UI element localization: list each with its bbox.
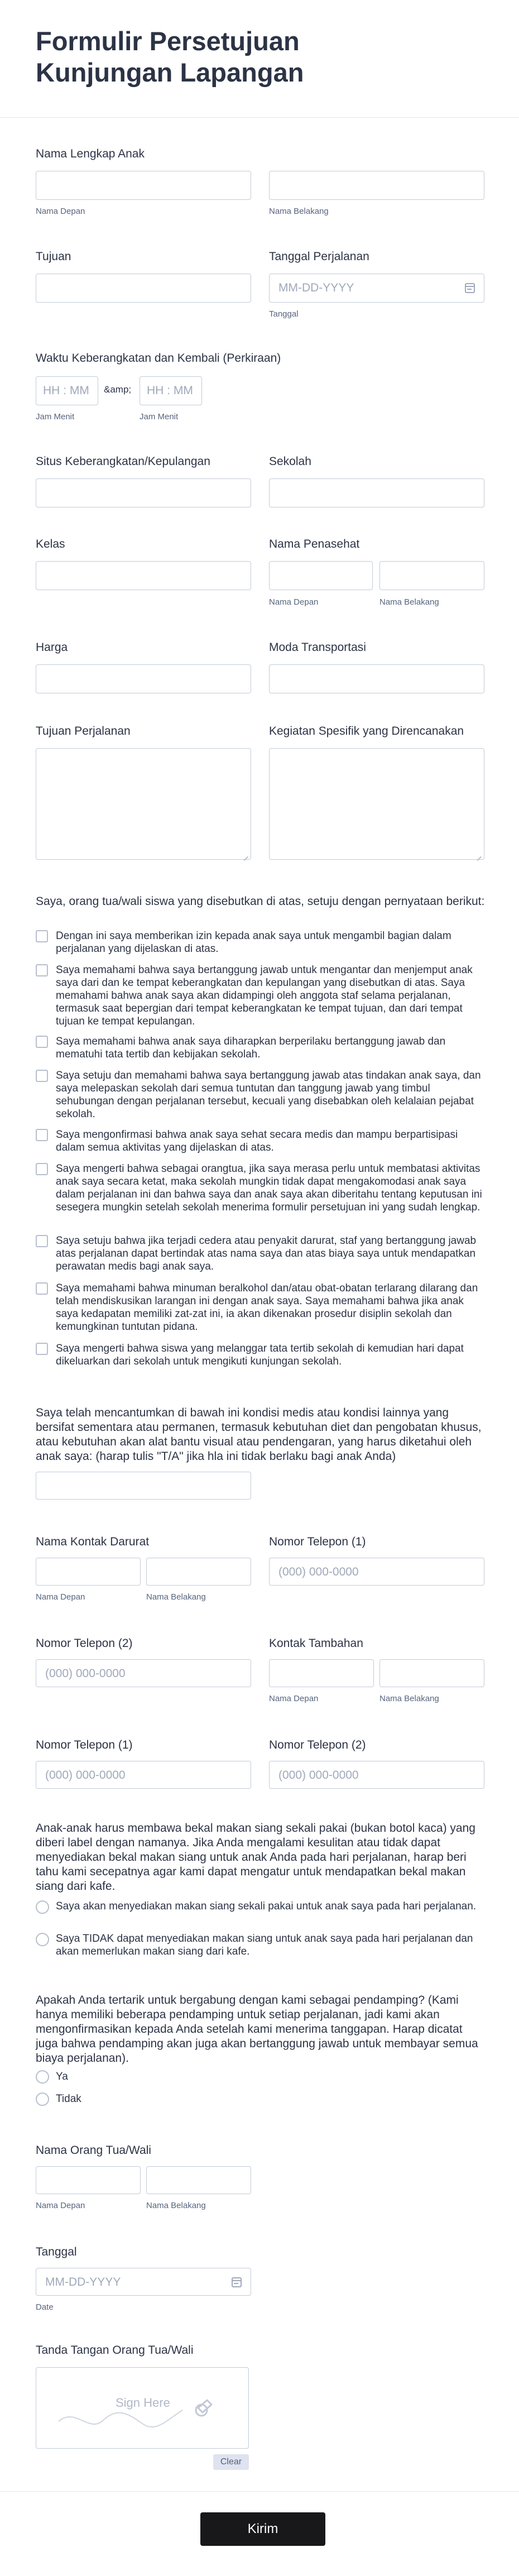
destination-label: Tujuan (36, 250, 71, 263)
extra-contact-first-name-input[interactable] (269, 1659, 374, 1687)
parent-last-name-input[interactable] (146, 2166, 251, 2194)
phone-4-input[interactable] (269, 1761, 484, 1789)
consent-checkbox-7[interactable] (36, 1235, 48, 1247)
page-title: Formulir Persetujuan Kunjungan Lapangan (36, 26, 304, 87)
chaperone-no-label: Tidak (56, 2093, 81, 2105)
phone-3-placeholder: (000) 000-0000 (45, 1769, 126, 1782)
return-time-sublabel: Jam Menit (140, 412, 179, 422)
consent-text-7: Saya setuju bahwa jika terjadi cedera atau penyakit darurat, staf yang bertanggung jawab atas perjalanan dapat bertindak atas nama saya dan atas biaya saya untuk mendapatkan perawatan medis bagi anak saya. (56, 1235, 477, 1272)
parent-name-label: Nama Orang Tua/Wali (36, 2144, 151, 2157)
consent-text-6: Saya mengerti bahwa sebagai orangtua, jika saya merasa perlu untuk membatasi aktivitas anak saya secara ketat, maka sekolah mungkin tidak dapat mengakomodasi anak saya dalam perjalanan ini dan bahwa saya dan anak saya akan diberitahu tentang keputusan ini sesegera mungkin setelah sekolah menerima formulir persetujuan ini yang sudah lengkap. (56, 1163, 482, 1213)
child-last-name-input[interactable] (269, 171, 484, 200)
child-first-name-input[interactable] (36, 171, 251, 200)
chaperone-yes-label: Ya (56, 2071, 68, 2082)
consent-text-3: Saya memahami bahwa anak saya diharapkan berperilaku bertanggung jawab dan mematuhi tata tertib dan kebijakan sekolah. (56, 1036, 446, 1060)
consent-checkbox-3[interactable] (36, 1036, 48, 1048)
return-time-placeholder: HH : MM (147, 384, 193, 397)
consent-text-8: Saya memahami bahwa minuman beralkohol dan/atau obat-obatan terlarang dilarang dan telah mendiskusikan larangan ini dengan anak saya. Saya memahami bahwa jika anak saya kedapatan memiliki zat-zat ini, ia akan dikenakan prosedur disiplin sekolah dan kemungkinan tuntutan pidana. (56, 1282, 478, 1333)
consent-text-5: Saya mengonfirmasi bahwa anak saya sehat secara medis dan mampu berpartisipasi dalam semua aktivitas yang dijelaskan di atas. (56, 1129, 458, 1153)
travel-date-sublabel: Tanggal (269, 309, 299, 319)
school-label: Sekolah (269, 455, 311, 468)
medical-label: Saya telah mencantumkan di bawah ini kondisi medis atau kondisi lainnya yang bersifat sementara atau permanen, termasuk kebutuhan diet dan pengobatan khusus, atau kebutuhan akan alat bantu visual atau pendengaran, yang harus diketahui oleh anak saya: (harap tulis "T/A" jika hla ini tidak berlaku bagi anak Anda) (36, 1406, 482, 1463)
medical-input[interactable] (36, 1472, 251, 1500)
phone-2-input[interactable] (36, 1659, 251, 1687)
form-header (0, 0, 519, 118)
price-input[interactable] (36, 664, 251, 693)
return-time-input[interactable] (140, 376, 202, 405)
consent-checkbox-8[interactable] (36, 1282, 48, 1295)
phone-3-input[interactable] (36, 1761, 251, 1789)
resize-handle-icon[interactable] (476, 851, 482, 857)
phone-1-placeholder: (000) 000-0000 (278, 1565, 359, 1578)
travel-date-label: Tanggal Perjalanan (269, 250, 369, 263)
departure-time-placeholder: HH : MM (43, 384, 89, 397)
child-last-name-sublabel: Nama Belakang (269, 207, 329, 216)
consent-checkbox-4[interactable] (36, 1070, 48, 1082)
emergency-first-name-input[interactable] (36, 1558, 141, 1586)
consent-text-2: Saya memahami bahwa saya bertanggung jawab untuk mengantar dan menjemput anak saya dari dan ke tempat keberangkatan dan kepulangan yang disebutkan di atas. Saya memahami bahwa anak saya akan didampingi oleh anggota staf selama perjalanan, termasuk saat bepergian dari tempat keberangkatan ke tempat tujuan, dan dari tempat tujuan ke tempat kepulangan. (56, 964, 473, 1027)
date-label: Tanggal (36, 2245, 77, 2258)
times-label: Waktu Keberangkatan dan Kembali (Perkiraan) (36, 352, 281, 365)
advisor-first-name-input[interactable] (269, 561, 373, 590)
phone-4-placeholder: (000) 000-0000 (278, 1769, 359, 1782)
consent-text-4: Saya setuju dan memahami bahwa saya bertanggung jawab atas tindakan anak saya, dan saya melepaskan sekolah dari semua tuntutan dan tanggung jawab yang timbul sehubungan dengan perjalanan tersebut, kecuali yang disebabkan oleh kelalaian pejabat sekolah. (56, 1070, 481, 1120)
consent-checkbox-2[interactable] (36, 964, 48, 976)
clear-signature-button[interactable]: Clear (213, 2454, 249, 2470)
advisor-last-name-sublabel: Nama Belakang (379, 597, 439, 607)
lunch-question: Anak-anak harus membawa bekal makan siang sekali pakai (bukan botol kaca) yang diberi label dengan namanya. Jika Anda mengalami kesulitan atau tidak dapat menyediakan bekal makan siang untuk anak Anda pada hari perjalanan, harap beri tahu kami secepatnya agar kami dapat mengatur untuk mendapatkan bekal makan siang dari kafe. (36, 1822, 475, 1893)
calendar-icon[interactable] (232, 2277, 242, 2287)
emergency-first-name-sublabel: Nama Depan (36, 1592, 85, 1602)
consent-text-1: Dengan ini saya memberikan izin kepada anak saya untuk mengambil bagian dalam perjalanan yang dijelaskan di atas. (56, 930, 451, 955)
chaperone-yes-radio[interactable] (36, 2070, 49, 2084)
child-first-name-sublabel: Nama Depan (36, 207, 85, 216)
phone-1-label: Nomor Telepon (1) (269, 1535, 366, 1548)
school-input[interactable] (269, 478, 484, 507)
child-name-label: Nama Lengkap Anak (36, 147, 145, 160)
advisor-label: Nama Penasehat (269, 538, 360, 550)
site-input[interactable] (36, 478, 251, 507)
extra-contact-first-name-sublabel: Nama Depan (269, 1694, 319, 1703)
signature-pad[interactable] (36, 2367, 249, 2449)
lunch-option-2-label: Saya TIDAK dapat menyediakan makan siang untuk anak saya pada hari perjalanan dan akan memerlukan makan siang dari kafe. (56, 1933, 473, 1957)
extra-contact-label: Kontak Tambahan (269, 1637, 363, 1650)
consent-checkbox-6[interactable] (36, 1163, 48, 1175)
calendar-icon[interactable] (465, 283, 475, 293)
consent-checkbox-1[interactable] (36, 930, 48, 942)
site-label: Situs Keberangkatan/Kepulangan (36, 455, 210, 468)
parent-first-name-input[interactable] (36, 2166, 141, 2194)
parent-first-name-sublabel: Nama Depan (36, 2201, 85, 2210)
phone-4-label: Nomor Telepon (2) (269, 1739, 366, 1751)
phone-1-input[interactable] (269, 1558, 484, 1586)
signature-hint: Sign Here (116, 2396, 170, 2410)
date-placeholder: MM-DD-YYYY (45, 2276, 121, 2288)
resize-handle-icon[interactable] (243, 851, 248, 857)
times-separator: &amp; (104, 384, 132, 395)
submit-button[interactable]: Kirim (200, 2512, 325, 2546)
transport-input[interactable] (269, 664, 484, 693)
chaperone-question: Apakah Anda tertarik untuk bergabung dengan kami sebagai pendamping? (Kami hanya memiliki beberapa pendamping untuk setiap perjalanan, jadi kami akan mengonfirmasikan kepada Anda setelah kami menerima tanggapan. Harap dicatat juga bahwa pendamping akan juga akan bertanggung jawab untuk membayar semua biaya perjalanan). (36, 1994, 478, 2065)
emergency-contact-label: Nama Kontak Darurat (36, 1535, 150, 1548)
advisor-last-name-input[interactable] (379, 561, 484, 590)
travel-date-placeholder: MM-DD-YYYY (278, 281, 354, 294)
price-label: Harga (36, 641, 68, 654)
signature-label: Tanda Tangan Orang Tua/Wali (36, 2344, 194, 2357)
destination-input[interactable] (36, 274, 251, 303)
phone-2-label: Nomor Telepon (2) (36, 1637, 133, 1650)
phone-2-placeholder: (000) 000-0000 (45, 1667, 126, 1680)
date-sublabel: Date (36, 2302, 54, 2312)
departure-time-input[interactable] (36, 376, 98, 405)
consent-text-9: Saya mengerti bahwa siswa yang melanggar tata tertib sekolah di kemudian hari dapat dikeluarkan dari sekolah untuk mengikuti kunjungan sekolah. (56, 1343, 464, 1367)
departure-time-sublabel: Jam Menit (36, 412, 75, 422)
extra-contact-last-name-sublabel: Nama Belakang (379, 1694, 439, 1703)
activities-label: Kegiatan Spesifik yang Direncanakan (269, 725, 464, 738)
extra-contact-last-name-input[interactable] (379, 1659, 484, 1687)
class-input[interactable] (36, 561, 251, 590)
purpose-label: Tujuan Perjalanan (36, 725, 131, 738)
advisor-first-name-sublabel: Nama Depan (269, 597, 319, 607)
parent-last-name-sublabel: Nama Belakang (146, 2201, 206, 2210)
class-label: Kelas (36, 538, 65, 550)
lunch-option-1-label: Saya akan menyediakan makan siang sekali pakai untuk anak saya pada hari perjalanan. (56, 1900, 477, 1912)
lunch-option-1-radio[interactable] (36, 1900, 49, 1914)
emergency-last-name-sublabel: Nama Belakang (146, 1592, 206, 1602)
activities-textarea[interactable] (269, 748, 484, 860)
lunch-option-2-radio[interactable] (36, 1933, 49, 1946)
purpose-textarea[interactable] (36, 748, 251, 860)
phone-3-label: Nomor Telepon (1) (36, 1739, 133, 1751)
consent-checkbox-5[interactable] (36, 1129, 48, 1141)
date-input[interactable] (36, 2268, 251, 2296)
chaperone-no-radio[interactable] (36, 2093, 49, 2106)
consent-checkbox-9[interactable] (36, 1343, 48, 1355)
emergency-last-name-input[interactable] (146, 1558, 251, 1586)
consent-intro: Saya, orang tua/wali siswa yang disebutkan di atas, setuju dengan pernyataan berikut: (36, 895, 485, 908)
transport-label: Moda Transportasi (269, 641, 366, 654)
travel-date-input[interactable] (269, 274, 484, 303)
